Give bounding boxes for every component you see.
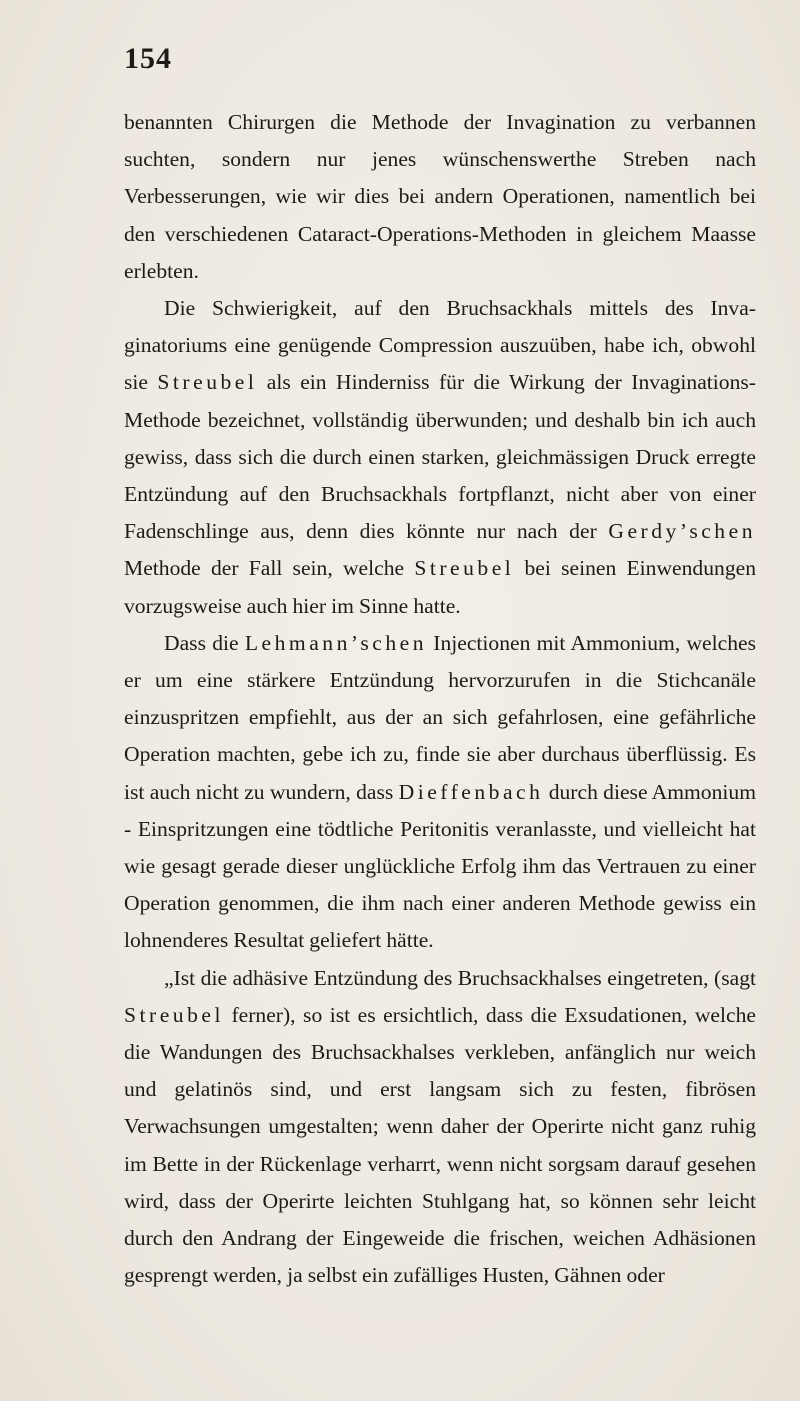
author-name-streubel: Streubel bbox=[414, 556, 515, 581]
text-segment: „Ist die adhäsive Entzündung des Bruchsackhalses eingetreten, (sagt bbox=[164, 965, 756, 990]
paragraph-4 bbox=[124, 960, 756, 1295]
paragraph-3 bbox=[124, 625, 756, 960]
text-segment: als ein Hinderniss für die Wirkung der Invaginations-Methode bezeichnet, vollständig überwunden; und deshalb bin ich auch gewiss, dass sich die durch einen starken, gleichmässigen Druck erregte Entzündung auf den Bruchsackhals fortpflanzt, nicht aber von einer Fadenschlinge aus, denn dies könnte nur nach der bbox=[124, 370, 756, 544]
paragraph-1 bbox=[124, 104, 756, 290]
page-number: 154 bbox=[124, 42, 172, 75]
author-name-streubel: Streubel bbox=[157, 370, 258, 395]
author-name-gerdy: Gerdy’schen bbox=[608, 519, 756, 544]
text-segment: bei seinen Einwendungen vorzugsweise auch hier im Sinne hatte. bbox=[124, 556, 756, 618]
body-text bbox=[124, 104, 756, 1295]
author-name-lehmann: Lehmann’schen bbox=[244, 630, 428, 655]
author-name-dieffenbach: Dieffenbach bbox=[398, 779, 544, 804]
text-segment: Dass die bbox=[164, 630, 245, 655]
text-segment: ferner), so ist es ersichtlich, dass die Exsudationen, welche die Wandungen des Bruchsackhalses verkleben, anfänglich nur weich und gelatinös sind, und erst langsam sich zu festen, fibrösen Verwachsungen umgestalten; wenn daher der Operirte nicht ganz ruhig im Bette in der Rückenlage verharrt, wenn nicht sorgsam darauf gesehen wird, dass der Operirte leichten Stuhlgang hat, so können sehr leicht durch den Andrang der Eingeweide die frischen, weichen Adhäsionen gesprengt werden, ja selbst ein zufälliges Husten, Gähnen oder bbox=[124, 1002, 756, 1288]
text-segment: benannten Chirurgen die Methode der Invagination zu verbannen suchten, sondern nur jenes wünschenswerthe Streben nach Verbesserungen, wie wir dies bei andern Operationen, namentlich bei den verschiedenen Cataract-Operations-Methoden in gleichem Maasse erlebten. bbox=[124, 110, 756, 283]
text-segment: Injectionen mit Ammonium, welches er um eine stärkere Entzündung hervorzurufen in die Stichcanäle einzuspritzen empfiehlt, aus der an sich gefahrlosen, eine gefährliche Operation machten, gebe ich zu, finde sie aber durchaus überflüssig. Es ist auch nicht zu wundern, dass bbox=[124, 630, 756, 804]
text-segment: Die Schwierigkeit, auf den Bruchsackhals mittels des Invaginatoriums eine genügende Compression auszuüben, habe ich, obwohl sie bbox=[124, 296, 756, 395]
author-name-streubel: Streubel bbox=[124, 1002, 224, 1027]
text-segment: durch diese Ammonium - Einspritzungen eine tödtliche Peritonitis veranlasste, und vielleicht hat wie gesagt gerade dieser unglückliche Erfolg ihm das Vertrauen zu einer Operation genommen, die ihm nach einer anderen Methode gewiss ein lohnenderes Resultat geliefert hätte. bbox=[124, 779, 756, 953]
text-segment: Methode der Fall sein, welche bbox=[124, 556, 415, 581]
paragraph-2 bbox=[124, 290, 756, 625]
